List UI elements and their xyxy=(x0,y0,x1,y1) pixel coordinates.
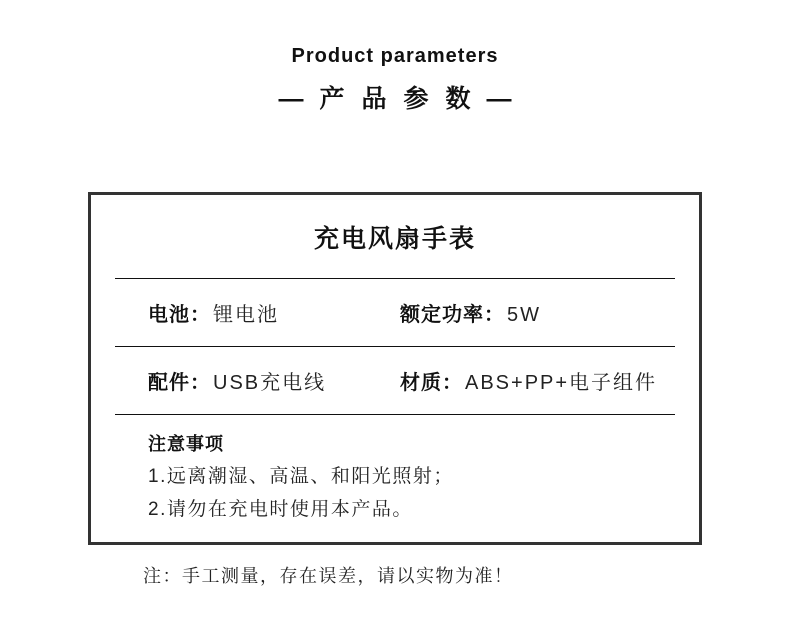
spec-value-battery: 锂电池 xyxy=(213,304,279,326)
header-subtitle-en: Product parameters xyxy=(291,45,499,67)
title-dash-left: — xyxy=(278,85,304,113)
title-dash-right: — xyxy=(486,85,512,113)
spec-value-material: ABS+PP+电子组件 xyxy=(465,372,658,394)
measurement-disclaimer: 注：手工测量，存在误差，请以实物为准！ xyxy=(143,566,514,586)
spec-cell-battery xyxy=(148,298,400,327)
notes-section xyxy=(91,415,699,521)
page-title-zh: 产品参数 xyxy=(319,85,488,113)
spec-row-accessory-material xyxy=(91,347,699,414)
spec-label-material: 材质： xyxy=(400,372,463,394)
spec-label-battery: 电池： xyxy=(148,304,211,326)
spec-label-rated-power: 额定功率： xyxy=(400,304,505,326)
spec-card xyxy=(88,192,702,545)
spec-cell-accessory xyxy=(148,366,400,395)
spec-cell-rated-power xyxy=(400,298,541,327)
product-name: 充电风扇手表 xyxy=(313,224,476,253)
page-title xyxy=(0,82,790,117)
note-item-1: 1.远离潮湿、高温、和阳光照射； xyxy=(148,466,454,487)
spec-value-accessory: USB充电线 xyxy=(213,372,327,394)
spec-value-rated-power: 5W xyxy=(507,304,541,326)
spec-cell-material xyxy=(400,366,657,395)
notes-heading: 注意事项 xyxy=(148,434,224,454)
page-header xyxy=(0,0,790,117)
note-item-2: 2.请勿在充电时使用本产品。 xyxy=(148,499,413,520)
spec-label-accessory: 配件： xyxy=(148,372,211,394)
spec-row-battery-power xyxy=(91,279,699,346)
